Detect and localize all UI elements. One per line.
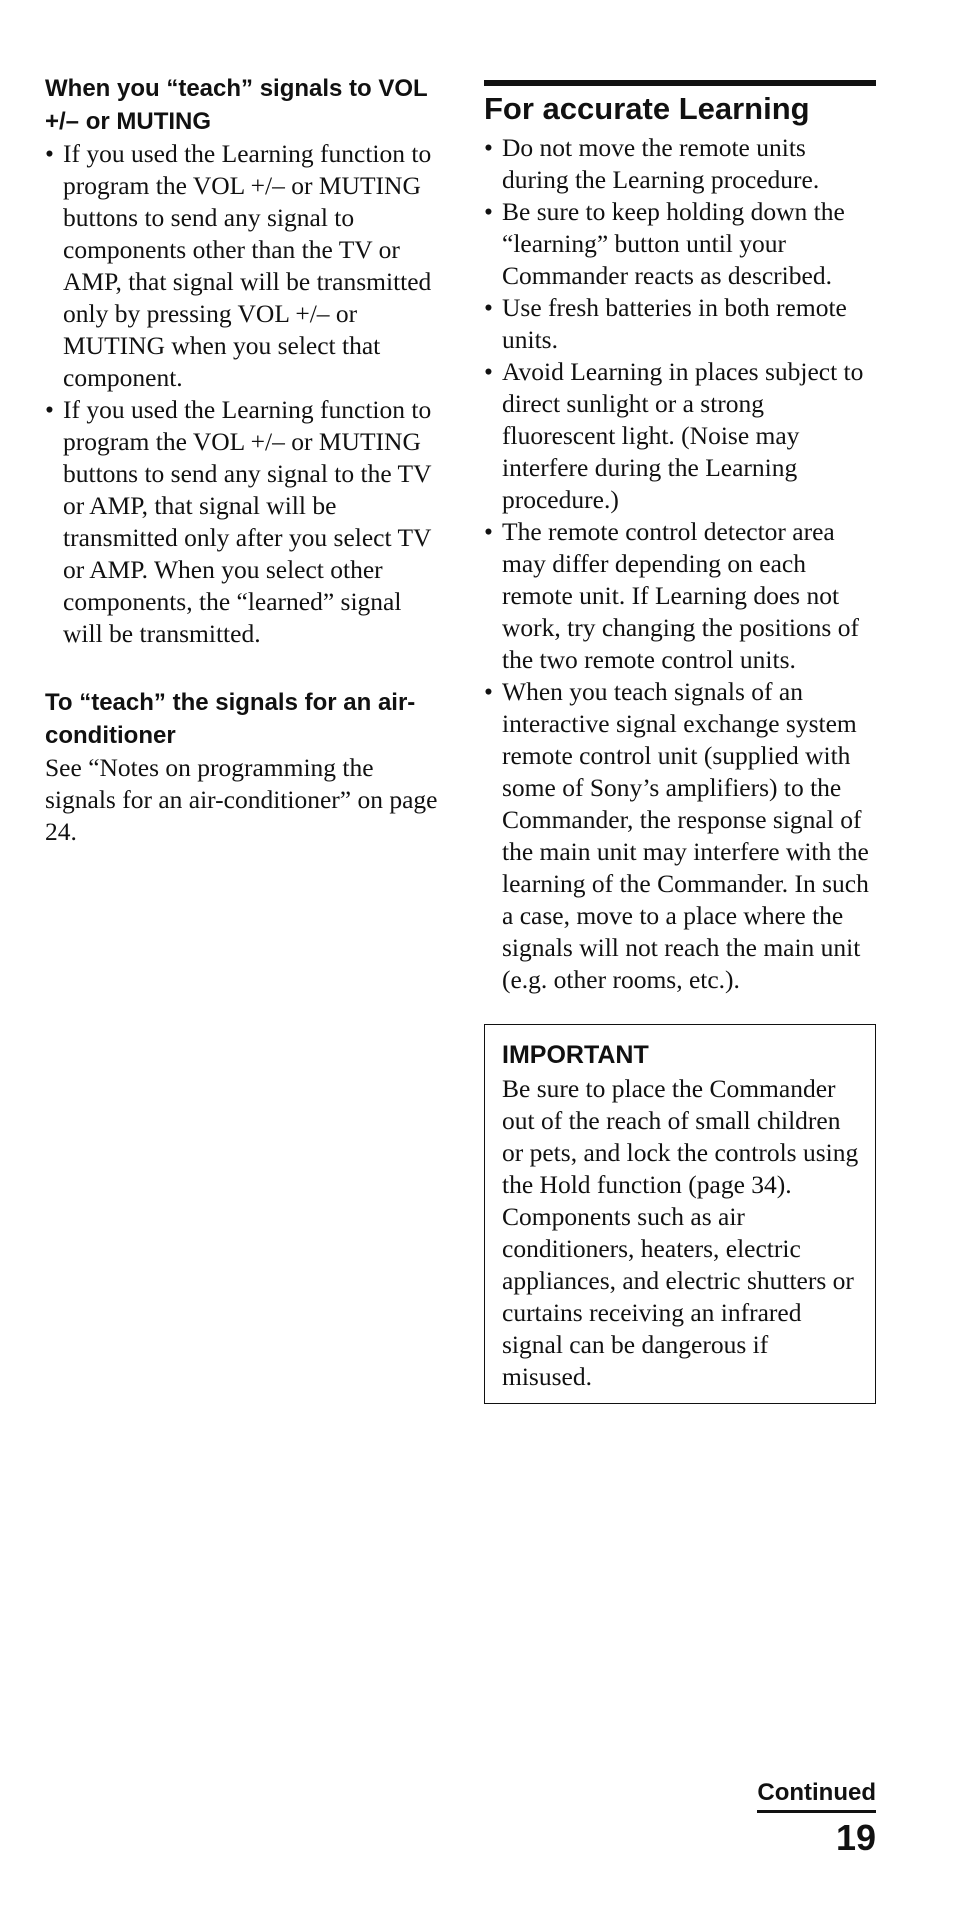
- teach-vol-muting-heading: When you “teach” signals to VOL +/– or MUTING: [45, 75, 428, 135]
- right-column: [484, 80, 876, 1404]
- important-text-1: Be sure to place the Commander out of the reach of small children or pets, and lock the controls using the Hold function (page 34).: [502, 1074, 859, 1199]
- page-footer: [757, 1778, 876, 1859]
- list-item: • Use fresh batteries in both remote units.: [484, 292, 876, 356]
- list-item: • The remote control detector area may differ depending on each remote unit. If Learning does not work, try changing the positions of the two remote control units.: [484, 516, 876, 676]
- continued-label: Continued: [757, 1778, 876, 1813]
- air-conditioner-heading: To “teach” the signals for an air-conditioner: [45, 689, 416, 749]
- air-conditioner-note: See “Notes on programming the signals for an air-conditioner” on page 24.: [45, 753, 438, 846]
- important-heading: IMPORTANT: [502, 1041, 649, 1069]
- list-item: • Be sure to keep holding down the “learning” button until your Commander reacts as described.: [484, 196, 876, 292]
- list-item: • If you used the Learning function to program the VOL +/– or MUTING buttons to send any signal to components other than the TV or AMP, that signal will be transmitted only by pressing VOL +/– or MUTING when you select that component.: [45, 138, 445, 394]
- section-title: For accurate Learning: [484, 91, 810, 126]
- left-column: [45, 72, 445, 848]
- list-item: • Do not move the remote units during the Learning procedure.: [484, 132, 876, 196]
- important-notice-box: [484, 1024, 876, 1404]
- list-item: • If you used the Learning function to program the VOL +/– or MUTING buttons to send any signal to the TV or AMP, that signal will be transmitted only after you select TV or AMP. When you select other components, the “learned” signal will be transmitted.: [45, 394, 445, 650]
- teach-vol-muting-list: [45, 138, 445, 650]
- page-number: 19: [835, 1817, 876, 1858]
- accurate-learning-list: [484, 132, 876, 996]
- important-text-2: Components such as air conditioners, heaters, electric appliances, and electric shutters or curtains receiving an infrared signal can be dangerous if misused.: [502, 1202, 854, 1391]
- section-spacer: [45, 650, 445, 686]
- list-item: • Avoid Learning in places subject to direct sunlight or a strong fluorescent light. (Noise may interfere during the Learning procedure.): [484, 356, 876, 516]
- list-item: • When you teach signals of an interactive signal exchange system remote control unit (supplied with some of Sony’s amplifiers) to the Commander, the response signal of the main unit may interfere with the learning of the Commander. In such a case, move to a place where the signals will not reach the main unit (e.g. other rooms, etc.).: [484, 676, 876, 996]
